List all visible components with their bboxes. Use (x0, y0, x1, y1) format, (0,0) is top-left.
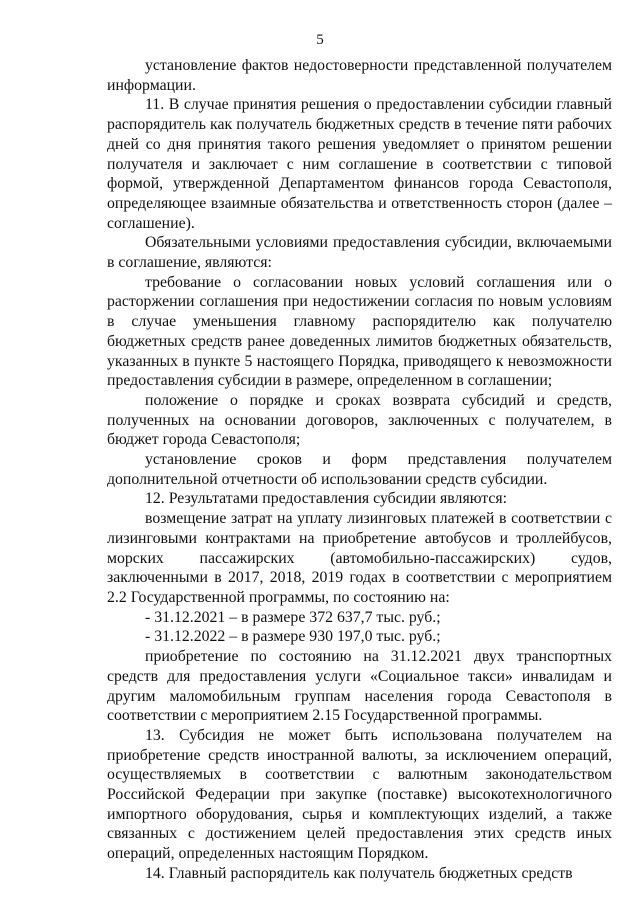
paragraph: приобретение по состоянию на 31.12.2021 двух транспортных средств для предоставления услуги «Социальное такси» инвалидам и другим маломобильным группам населения города Севастополя в соответствии с мероприятием 2.15 Государственной программы. (107, 648, 612, 725)
paragraph: возмещение затрат на уплату лизинговых платежей в соответствии с лизинговыми контрактами на приобретение автобусов и троллейбусов, морских пассажирских (автомобильно-пассажирских) судов, заключенными в 2017, 2018, 2019 годах в соответствии с мероприятием 2.2 Государственной программы, по состоянию на: (107, 510, 612, 606)
paragraph: Обязательными условиями предоставления субсидии, включаемыми в соглашение, являются: (107, 234, 612, 272)
paragraph: требование о согласовании новых условий соглашения или о расторжении соглашения при недостижении согласия по новым условиям в случае уменьшения главному распорядителю как получателю бюджетных средств ранее доведенных лимитов бюджетных обязательств, указанных в пункте 5 настоящего Порядка, приводящего к невозможности предоставления субсидии в размере, определенном в соглашении; (107, 273, 612, 390)
paragraph: - 31.12.2022 – в размере 930 197,0 тыс. руб.; (145, 628, 441, 646)
paragraph: - 31.12.2021 – в размере 372 637,7 тыс. руб.; (145, 608, 441, 626)
paragraph: 12. Результатами предоставления субсидии являются: (145, 490, 508, 508)
paragraph: 14. Главный распорядитель как получатель бюджетных средств (145, 864, 573, 882)
paragraph: положение о порядке и сроках возврата субсидий и средств, полученных на основании договоров, заключенных с получателем, в бюджет города Севастополя; (107, 391, 612, 449)
paragraph: установление фактов недостоверности представленной получателем информации. (107, 57, 612, 94)
document-body (107, 56, 612, 884)
paragraph: 11. В случае принятия решения о предоставлении субсидии главный распорядитель как получатель бюджетных средств в течение пяти рабочих дней со дня принятия такого решения уведомляет о принятом решении получателя и заключает с ним соглашение в соответствии с типовой формой, утвержденной Департаментом финансов города Севастополя, определяющее взаимные обязательства и ответственность сторон (далее – соглашение). (107, 96, 612, 232)
paragraph: 13. Субсидия не может быть использована получателем на приобретение средств иностранной валюты, за исключением операций, осуществляемых в соответствии с валютным законодательством Российской Федерации при закупке (поставке) высокотехнологичного импортного оборудования, сырья и комплектующих изделий, а также связанных с достижением целей предоставления этих средств иных операций, определенных настоящим Порядком. (107, 726, 612, 863)
page-number: 5 (316, 32, 324, 48)
paragraph: установление сроков и форм представления получателем дополнительной отчетности об использовании средств субсидии. (107, 451, 612, 488)
